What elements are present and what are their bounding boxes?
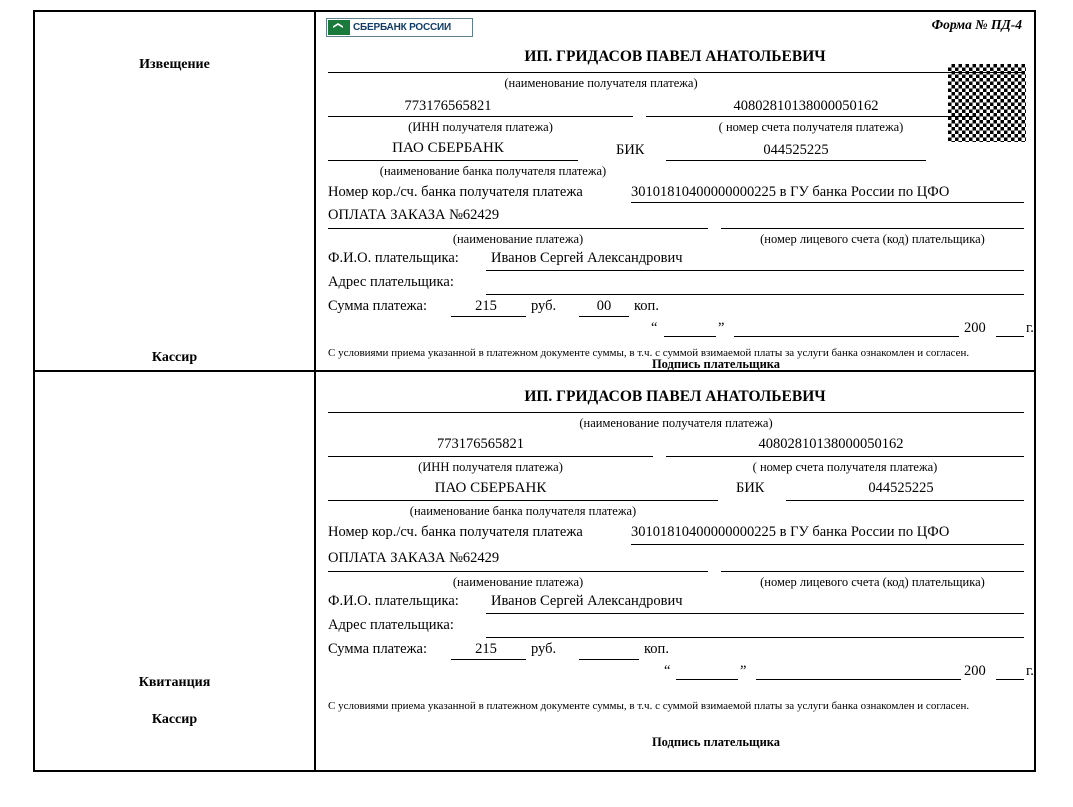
account-value: 40802810138000050162 bbox=[733, 98, 879, 114]
form-section-receipt bbox=[35, 372, 1034, 770]
payer-name-value: Иванов Сергей Александрович bbox=[491, 250, 683, 266]
bik-label: БИК bbox=[616, 142, 645, 158]
label-kassir-receipt: Кассир bbox=[151, 712, 198, 727]
date-quote-open-2: “ bbox=[664, 663, 671, 679]
account-value-2: 40802810138000050162 bbox=[758, 436, 904, 452]
label-kassir-notice: Кассир bbox=[151, 350, 198, 365]
bank-name-caption: (наименование банка получателя платежа) bbox=[379, 164, 607, 178]
payer-name-value-2: Иванов Сергей Александрович bbox=[491, 593, 683, 609]
account-caption: ( номер счета получателя платежа) bbox=[718, 120, 904, 134]
sberbank-mark-icon bbox=[328, 20, 350, 35]
notice-right-column bbox=[316, 12, 1034, 370]
corr-label-2: Номер кор./сч. банка получателя платежа bbox=[328, 524, 583, 540]
bank-name-value-2: ПАО СБЕРБАНК bbox=[434, 480, 547, 496]
date-quote-close-2: ” bbox=[740, 663, 747, 679]
inn-caption-2: (ИНН получателя платежа) bbox=[418, 460, 563, 474]
year-prefix-2: 200 bbox=[964, 663, 986, 679]
recipient-name-2: ИП. ГРИДАСОВ ПАВЕЛ АНАТОЛЬЕВИЧ bbox=[524, 388, 826, 405]
payment-form bbox=[33, 10, 1036, 772]
corr-value: 30101810400000000225 в ГУ банка России по ЦФО bbox=[631, 184, 950, 200]
account-caption-2: ( номер счета получателя платежа) bbox=[752, 460, 938, 474]
personal-account-caption: (номер лицевого счета (код) плательщика) bbox=[760, 232, 985, 246]
payer-name-label: Ф.И.О. плательщика: bbox=[328, 250, 459, 266]
terms-text: С условиями приема указанной в платежном документе суммы, в т.ч. с суммой взимаемой платы за услуги банка ознакомлен и согласен. bbox=[328, 347, 970, 359]
recipient-caption: (наименование получателя платежа) bbox=[504, 76, 698, 90]
bik-label-2: БИК bbox=[736, 480, 765, 496]
amount-rub-value: 215 bbox=[475, 298, 497, 314]
sberbank-logo-text: СБЕРБАНК РОССИИ bbox=[353, 22, 452, 33]
purpose-caption: (наименование платежа) bbox=[452, 232, 584, 246]
notice-left-column bbox=[35, 12, 316, 370]
label-kvitanciya: Квитанция bbox=[138, 675, 211, 690]
recipient-caption-2: (наименование получателя платежа) bbox=[579, 416, 773, 430]
rub-label-2: руб. bbox=[531, 641, 557, 657]
corr-value-2: 30101810400000000225 в ГУ банка России по ЦФО bbox=[631, 524, 950, 540]
sberbank-logo bbox=[326, 18, 473, 37]
form-section-notice bbox=[35, 12, 1034, 372]
receipt-right-column bbox=[316, 372, 1034, 770]
year-suffix-2: г. bbox=[1026, 663, 1034, 679]
amount-kop-value: 00 bbox=[596, 298, 612, 314]
inn-caption: (ИНН получателя платежа) bbox=[408, 120, 553, 134]
payer-address-label-2: Адрес плательщика: bbox=[328, 617, 454, 633]
payer-address-label: Адрес плательщика: bbox=[328, 274, 454, 290]
signature-label: Подпись плательщика bbox=[651, 357, 781, 371]
inn-value-2: 773176565821 bbox=[437, 436, 524, 452]
purpose-caption-2: (наименование платежа) bbox=[452, 575, 584, 589]
date-quote-close: ” bbox=[718, 320, 725, 336]
receipt-left-column bbox=[35, 372, 316, 770]
signature-label-2: Подпись плательщика bbox=[651, 735, 781, 749]
bank-name-value: ПАО СБЕРБАНК bbox=[392, 140, 504, 156]
form-number: Форма № ПД-4 bbox=[931, 17, 1022, 32]
label-izveshenie: Извещение bbox=[139, 57, 210, 72]
payer-name-label-2: Ф.И.О. плательщика: bbox=[328, 593, 459, 609]
date-quote-open: “ bbox=[651, 320, 658, 336]
year-suffix: г. bbox=[1026, 320, 1034, 336]
purpose-value-2: ОПЛАТА ЗАКАЗА №62429 bbox=[328, 550, 500, 566]
rub-label: руб. bbox=[531, 298, 557, 314]
kop-label-2: коп. bbox=[644, 641, 669, 657]
personal-account-caption-2: (номер лицевого счета (код) плательщика) bbox=[760, 575, 985, 589]
bank-name-caption-2: (наименование банка получателя платежа) bbox=[409, 504, 637, 518]
year-prefix: 200 bbox=[964, 320, 986, 336]
purpose-value: ОПЛАТА ЗАКАЗА №62429 bbox=[328, 207, 500, 223]
kop-label: коп. bbox=[634, 298, 659, 314]
amount-rub-value-2: 215 bbox=[475, 641, 497, 657]
amount-label-2: Сумма платежа: bbox=[328, 641, 427, 657]
bik-value: 044525225 bbox=[763, 142, 829, 158]
bik-value-2: 044525225 bbox=[868, 480, 934, 496]
terms-text-2: С условиями приема указанной в платежном документе суммы, в т.ч. с суммой взимаемой платы за услуги банка ознакомлен и согласен. bbox=[328, 700, 970, 712]
corr-label: Номер кор./сч. банка получателя платежа bbox=[328, 184, 583, 200]
inn-value: 773176565821 bbox=[404, 98, 492, 114]
amount-label: Сумма платежа: bbox=[328, 298, 427, 314]
recipient-name: ИП. ГРИДАСОВ ПАВЕЛ АНАТОЛЬЕВИЧ bbox=[524, 48, 826, 65]
